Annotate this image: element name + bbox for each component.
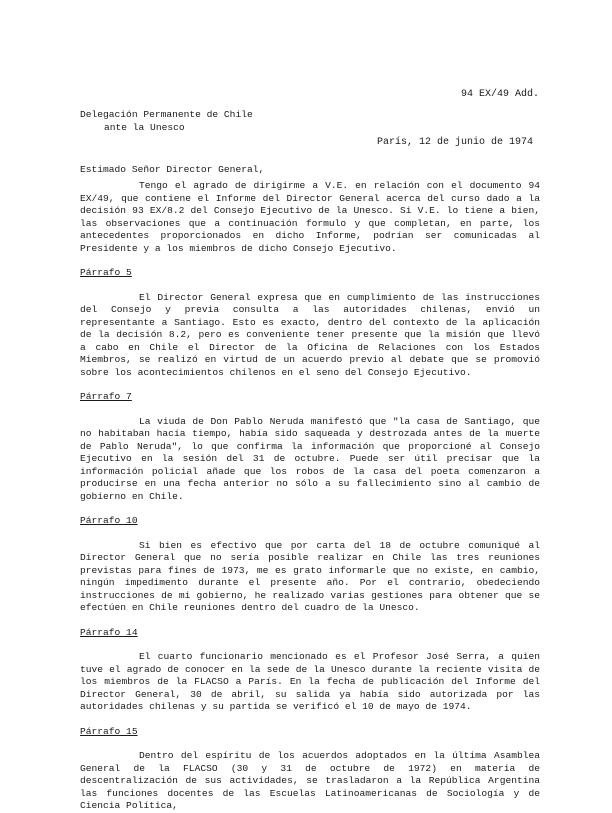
sender-line-2: ante la Unesco [104,121,185,133]
sender-block [80,109,253,134]
section-paragraph: El cuarto funcionario mencionado es el Profesor José Serra, a quien tuve el agrado de conocer en la sede de la Unesco durante la reciente visita de los miembros de la FLACSO a París. En la fecha de publicación del Informe del Director General, 30 de abril, su salida ya había sido autorizada por las autoridades chilenas y su partida se verificó el 10 de mayo de 1974. [80,651,540,712]
intro-paragraph: Tengo el agrado de dirigirme a V.E. en relación con el documento 94 EX/49, que contiene el Informe del Director General acerca del curso dado a la decisión 93 EX/8.2 del Consejo Ejecutivo de la Unesco. Si V.E. lo tiene a bien, las observaciones que a continuación formulo y que completan, en parte, los antecedentes proporcionados en dicho Informe, podrían ser comunicadas al Presidente y a los miembros de dicho Consejo Ejecutivo. [80,180,540,254]
salutation: Estimado Señor Director General, [80,164,265,175]
section-heading: Párrafo 10 [80,515,138,526]
sender-line-1: Delegación Permanente de Chile [80,109,253,120]
section-heading: Párrafo 5 [80,267,132,278]
section-paragraph: El Director General expresa que en cumplimiento de las instrucciones del Consejo y previa consulta a las autoridades chilenas, envió un representante a Santiago. Esto es exacto, dentro del contexto de la aplicación de la decisión 8.2, pero es conveniente tener presente que la misión que llevó a cabo en Chile el Director de la Oficina de Relaciones con los Estados Miembros, se realizó en virtud de un acuerdo previo al debate que se promovió sobre los acontecimientos chilenos en el seno del Consejo Ejecutivo. [80,291,540,378]
section-heading: Párrafo 15 [80,725,138,737]
section-paragraph: Si bien es efectivo que por carta del 18 de octubre comuniqué al Director General que no sería posible realizar en Chile las tres reuniones previstas para fines de 1973, me es grato informarle que no existe, en cambio, ningún impedimento durante el presente año. Por el contrario, obedeciendo instrucciones de mi gobierno, he realizado varias gestiones para obtener que se efectúen en Chile reuniones dentro del cuadro de la Unesco. [80,539,540,613]
document-reference: 94 EX/49 Add. [460,89,539,100]
letter-date: París, 12 de junio de 1974 [376,137,533,148]
section-heading: Párrafo 14 [80,626,138,638]
section-paragraph: La viuda de Don Pablo Neruda manifestó que "la casa de Santiago, que no habitaban hacía tiempo, había sido saqueada y destrozada antes de la muerte de Pablo Neruda", lo que confirma la información que proporcioné al Consejo Ejecutivo en la sesión del 31 de octubre. Puede ser útil precisar que la información policial añade que los robos de la casa del poeta comenzaron a producirse en una fecha anterior no sólo a su fallecimiento sino al cambio de gobierno en Chile. [80,415,540,502]
section-heading: Párrafo 7 [80,391,132,402]
section-paragraph: Dentro del espíritu de los acuerdos adoptados en la última Asamblea General de la FLACSO (30 y 31 de octubre de 1972) en materia de descentralización de sus actividades, se trasladaron a la República Argentina las funciones docentes de las Escuelas Latinoamericanas de Sociología y de Ciencia Política, [80,750,540,811]
letter-body [80,180,540,813]
